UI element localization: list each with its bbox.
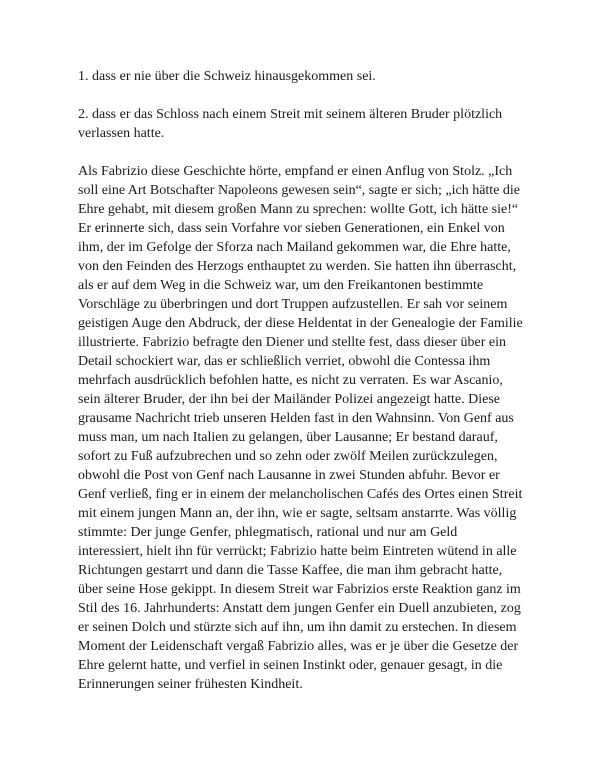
list-item-1: 1. dass er nie über die Schweiz hinausgekommen sei. — [78, 69, 376, 84]
list-item-2: 2. dass er das Schloss nach einem Streit mit seinem älteren Bruder plötzlich verlassen hatte. — [78, 107, 503, 141]
document-page — [78, 67, 525, 694]
body-paragraph: Als Fabrizio diese Geschichte hörte, empfand er einen Anflug von Stolz. „Ich soll eine Art Botschafter Napoleons gewesen sein“, sagte er sich; „ich hätte die Ehre gehabt, mit diesem großen Mann zu sprechen: wollte Gott, ich hätte sie!“ Er erinnerte sich, dass sein Vorfahre vor sieben Generationen, ein Enkel von ihm, der im Gefolge der Sforza nach Mailand gekommen war, die Ehre hatte, von den Feinden des Herzogs enthauptet zu werden. Sie hatten ihn überrascht, als er auf dem Weg in die Schweiz war, um den Freikantonen bestimmte Vorschläge zu überbringen und dort Truppen aufzustellen. Er sah vor seinem geistigen Auge den Abdruck, der diese Heldentat in der Genealogie der Familie illustrierte. Fabrizio befragte den Diener und stellte fest, dass dieser über ein Detail schockiert war, das er schließlich verriet, obwohl die Contessa ihm mehrfach ausdrücklich befohlen hatte, es nicht zu verraten. Es war Ascanio, sein älterer Bruder, der ihn bei der Mailänder Polizei angezeigt hatte. Diese grausame Nachricht trieb unseren Helden fast in den Wahnsinn. Von Genf aus muss man, um nach Italien zu gelangen, über Lausanne; Er bestand darauf, sofort zu Fuß aufzubrechen und so zehn oder zwölf Meilen zurückzulegen, obwohl die Post von Genf nach Lausanne in zwei Stunden abfuhr. Bevor er Genf verließ, fing er in einem der melancholischen Cafés des Ortes einen Streit mit einem jungen Mann an, der ihn, wie er sagte, seltsam anstarrte. Was völlig stimmte: Der junge Genfer, phlegmatisch, rational und nur am Geld interessiert, hielt ihn für verrückt; Fabrizio hatte beim Eintreten wütend in alle Richtungen gestarrt und dann die Tasse Kaffee, die man ihm gebracht hatte, über seine Hose gekippt. In diesem Streit war Fabrizios erste Reaktion ganz im Stil des 16. Jahrhunderts: Anstatt dem jungen Genfer ein Duell anzubieten, zog er seinen Dolch und stürzte sich auf ihn, um ihn damit zu erstechen. In diesem Moment der Leidenschaft vergaß Fabrizio alles, was er je über die Gesetze der Ehre gelernt hatte, und verfiel in seinen Instinkt oder, genauer gesagt, in die Erinnerungen seiner frühesten Kindheit. — [78, 164, 523, 692]
